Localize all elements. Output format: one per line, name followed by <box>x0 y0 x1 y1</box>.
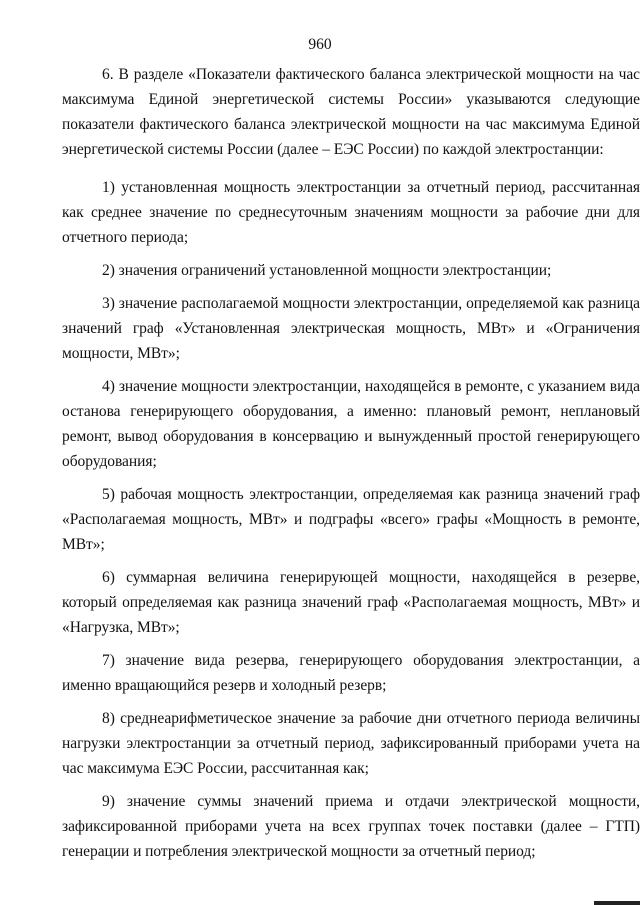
list-item-8: 8) среднеарифметическое значение за рабочие дни отчетного периода величины нагрузки электростанции за отчетный период, зафиксированный приборами учета на час максимума ЕЭС России, рассчитанная как; <box>62 710 640 777</box>
document-body <box>62 62 640 872</box>
list-item-1: 1) установленная мощность электростанции за отчетный период, рассчитанная как среднее значение по среднесуточным значениям мощности за рабочие дни для отчетного периода; <box>62 179 640 246</box>
list-item-5: 5) рабочая мощность электростанции, определяемая как разница значений граф «Располагаемая мощность, МВт» и подграфы «всего» графы «Мощность в ремонте, МВт»; <box>62 486 640 553</box>
list-item-9: 9) значение суммы значений приема и отдачи электрической мощности, зафиксированной приборами учета на всех группах точек поставки (далее – ГТП) генерации и потребления электрической мощности за отчетный период; <box>62 793 640 860</box>
list-item-6: 6) суммарная величина генерирующей мощности, находящейся в резерве, который определяемая как разница значений граф «Располагаемая мощность, МВт» и «Нагрузка, МВт»; <box>62 569 640 636</box>
scan-edge-mark <box>594 901 640 905</box>
list-item-2: 2) значения ограничений установленной мощности электростанции; <box>102 262 552 279</box>
list-item-7: 7) значение вида резерва, генерирующего оборудования электростанции, а именно вращающийся резерв и холодный резерв; <box>62 652 640 694</box>
list-item-4: 4) значение мощности электростанции, находящейся в ремонте, с указанием вида останова генерирующего оборудования, а именно: плановый ремонт, неплановый ремонт, вывод оборудования в консервацию и вынужденный простой генерирующего оборудования; <box>62 378 640 470</box>
list-item-3: 3) значение располагаемой мощности электростанции, определяемой как разница значений граф «Установленная электрическая мощность, МВт» и «Ограничения мощности, МВт»; <box>62 295 640 362</box>
page-number: 960 <box>308 36 332 53</box>
section-6-intro-paragraph: 6. В разделе «Показатели фактического баланса электрической мощности на час максимума Единой энергетической системы России» указываются следующие показатели фактического баланса электрической мощности на час максимума Единой энергетической системы России (далее – ЕЭС России) по каждой электростанции: <box>62 66 640 158</box>
